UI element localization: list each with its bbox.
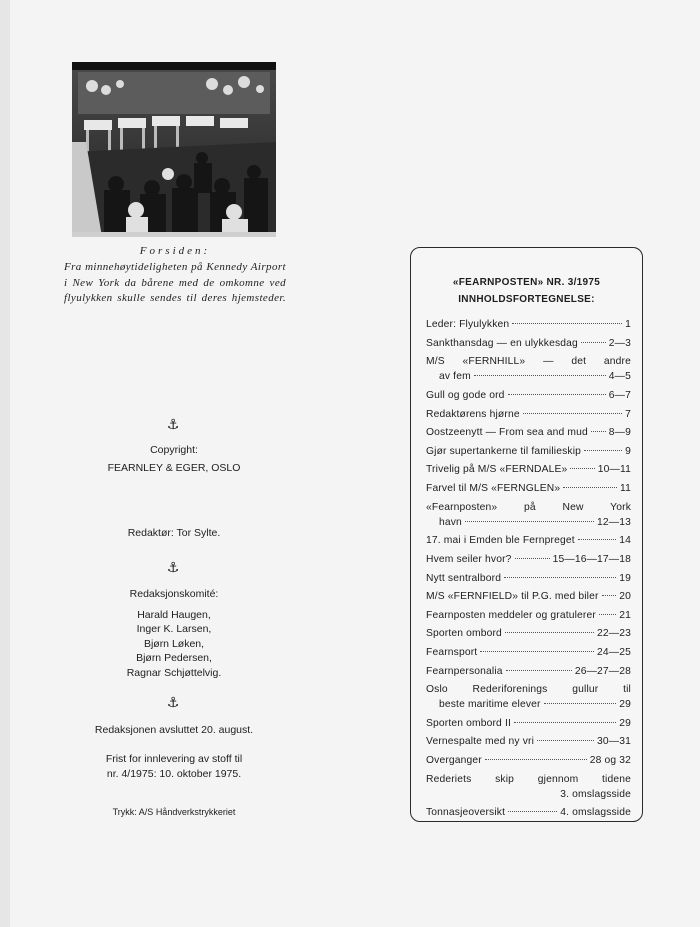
leader-dots	[515, 558, 550, 559]
leader-dots	[523, 413, 622, 414]
page-edge	[0, 0, 10, 927]
toc-entry	[426, 805, 631, 820]
toc-entry-title: Gjør supertankerne til familieskip	[426, 445, 582, 457]
toc-entry-title-cont: havn	[439, 516, 462, 528]
copyright-label: Copyright:	[150, 444, 198, 456]
toc-entry-page: 20	[619, 591, 631, 603]
toc-entry-line2	[426, 515, 631, 530]
toc-entry-title: Fearnpersonalia	[426, 665, 503, 677]
toc-entry-title: «Fearnposten» på New York	[426, 501, 631, 513]
copyright-block	[62, 443, 286, 475]
committee-block	[62, 587, 286, 680]
toc-entry-page: 6—7	[608, 389, 631, 401]
toc-entry-page: 9	[625, 445, 631, 457]
leader-dots	[480, 651, 594, 652]
committee-member: Ragnar Schjøttelvig.	[126, 666, 222, 679]
toc-entry	[426, 462, 631, 477]
toc-entry-page: 15—16—17—18	[552, 553, 631, 565]
toc-entry-page: 24—25	[597, 646, 631, 658]
toc-entry-title-cont: beste maritime elever	[439, 699, 541, 711]
leader-dots	[563, 487, 617, 488]
toc-entry	[426, 444, 631, 459]
toc-entry	[426, 626, 631, 641]
toc-entry-title: Redaktørens hjørne	[426, 408, 520, 420]
toc-entry-page: 14	[619, 535, 631, 547]
toc-entry-page: 10—11	[597, 464, 631, 476]
toc-entry-page: 1	[625, 319, 631, 330]
caption-heading: Forsiden:	[139, 245, 211, 257]
toc-entry-page: 28 og 32	[589, 755, 631, 767]
anchor-icon: ⚓	[166, 417, 180, 433]
toc-heading: INNHOLDSFORTEGNELSE:	[458, 294, 595, 305]
toc-entry-page: 4—5	[608, 371, 631, 383]
toc-entry-title: M/S «FERNHILL» — det andre	[426, 356, 631, 368]
toc-entry-title: M/S «FERNFIELD» til P.G. med biler	[426, 591, 599, 603]
toc-entry-title: Vernespalte med ny vri	[426, 736, 535, 748]
leader-dots	[581, 342, 606, 343]
caption-text: Fra minnehøytideligheten på Kennedy Airport i New York da bårene med de omkomne ved flyulykken skulle sendes til deres hjemsteder.	[64, 261, 286, 305]
toc-entry-title: Sporten ombord	[426, 628, 502, 640]
toc-entry	[426, 608, 631, 623]
toc-entry	[426, 645, 631, 660]
toc-entry-title: Sporten ombord II	[426, 717, 511, 729]
toc-header	[411, 274, 642, 308]
toc-entry-line2	[426, 369, 631, 384]
leader-dots	[508, 394, 606, 395]
leader-dots	[602, 595, 617, 596]
toc-entry-title: Overganger	[426, 755, 482, 767]
toc-entry	[426, 716, 631, 731]
toc-entry	[426, 336, 631, 351]
toc-entry	[426, 533, 631, 548]
toc-entry	[426, 753, 631, 768]
editor-line: Redaktør: Tor Sylte.	[127, 527, 221, 539]
toc-entry-line2	[426, 787, 631, 802]
toc-entry-page: 8—9	[608, 427, 631, 439]
toc-entry-title: Nytt sentralbord	[426, 572, 502, 584]
toc-entry-page: 22—23	[597, 628, 631, 640]
leader-dots	[504, 577, 616, 578]
toc-entry-title: Tonnasjeoversikt	[426, 807, 506, 819]
toc-entry	[426, 772, 631, 802]
toc-entry-page: 19	[619, 572, 631, 584]
toc-entry-title: 17. mai i Emden ble Fernpreget	[426, 535, 575, 547]
toc-entry-page: 11	[620, 482, 631, 494]
toc-entry-page: 3. omslagsside	[560, 788, 631, 800]
cover-photo	[72, 62, 276, 237]
toc-entry-page: 2—3	[608, 337, 631, 349]
toc-entry	[426, 317, 631, 332]
cover-caption	[64, 244, 286, 307]
toc-entry-page: 30—31	[597, 736, 631, 748]
leader-dots	[506, 670, 572, 671]
toc-entry-page: 4. omslagsside	[560, 807, 631, 819]
toc-entry-title: Hvem seiler hvor?	[426, 553, 512, 565]
leader-dots	[508, 811, 557, 812]
committee-member: Harald Haugen,	[137, 608, 211, 621]
toc-entry-page: 21	[619, 609, 631, 621]
leader-dots	[570, 468, 594, 469]
leader-dots	[599, 614, 616, 615]
anchor-icon: ⚓	[166, 560, 180, 576]
leader-dots	[591, 431, 606, 432]
committee-member: Bjørn Pedersen,	[136, 652, 212, 664]
toc-entry-page: 26—27—28	[574, 665, 631, 677]
toc-entry-title: Fearnposten meddeler og gratulerer	[426, 609, 596, 621]
toc-entry-page: 29	[619, 717, 631, 729]
toc-entry-title-cont: av fem	[439, 371, 471, 383]
toc-entry	[426, 500, 631, 530]
toc-entry-page: 29	[619, 699, 631, 711]
leader-dots	[537, 740, 594, 741]
toc-entry-title: Farvel til M/S «FERNGLEN»	[426, 482, 561, 494]
toc-entry-title: Sankthansdag — en ulykkesdag	[426, 337, 578, 349]
toc-entry-title: Fearnsport	[426, 646, 478, 658]
toc-entry-line2	[426, 697, 631, 712]
leader-dots	[514, 722, 616, 723]
committee-label: Redaksjonskomité:	[129, 588, 219, 600]
toc-entry-title: Oostzeenytt — From sea and mud	[426, 427, 588, 439]
issue-title: «FEARNPOSTEN» NR. 3/1975	[452, 277, 601, 288]
toc-entry-title: Oslo Rederiforenings gullur til	[426, 684, 631, 696]
toc-entry	[426, 354, 631, 384]
toc-entry-title: Rederiets skip gjennom tidene	[426, 773, 631, 785]
toc-box	[410, 247, 643, 822]
closing-note: Redaksjonen avsluttet 20. august.	[94, 724, 254, 736]
toc-entry	[426, 552, 631, 567]
anchor-icon: ⚓	[166, 695, 180, 711]
toc-entry-page: 7	[625, 408, 631, 420]
toc-entry	[426, 425, 631, 440]
toc-entry	[426, 589, 631, 604]
leader-dots	[465, 521, 594, 522]
committee-member: Bjørn Løken,	[143, 637, 205, 650]
deadline-line: Frist for innlevering av stoff til	[105, 753, 243, 765]
toc-entry	[426, 664, 631, 679]
toc-entry	[426, 407, 631, 422]
toc-entry-title: Gull og gode ord	[426, 389, 505, 401]
leader-dots	[544, 703, 617, 704]
toc-list	[426, 317, 631, 824]
leader-dots	[505, 632, 594, 633]
toc-entry-title: Leder: Flyulykken	[426, 319, 510, 330]
deadline-note	[62, 752, 286, 781]
leader-dots	[485, 759, 587, 760]
toc-entry	[426, 682, 631, 712]
toc-entry-page: 12—13	[597, 516, 631, 528]
toc-entry-title: Trivelig på M/S «FERNDALE»	[426, 464, 568, 476]
toc-entry	[426, 571, 631, 586]
copyright-holder: FEARNLEY & EGER, OSLO	[107, 461, 241, 474]
leader-dots	[474, 375, 606, 376]
toc-entry	[426, 481, 631, 496]
toc-entry	[426, 734, 631, 749]
leader-dots	[512, 323, 622, 324]
printer-line: Trykk: A/S Håndverkstrykkeriet	[112, 807, 236, 817]
committee-member: Inger K. Larsen,	[136, 623, 212, 635]
toc-entry	[426, 388, 631, 403]
deadline-line: nr. 4/1975: 10. oktober 1975.	[106, 767, 242, 780]
leader-dots	[584, 450, 622, 451]
leader-dots	[578, 539, 617, 540]
